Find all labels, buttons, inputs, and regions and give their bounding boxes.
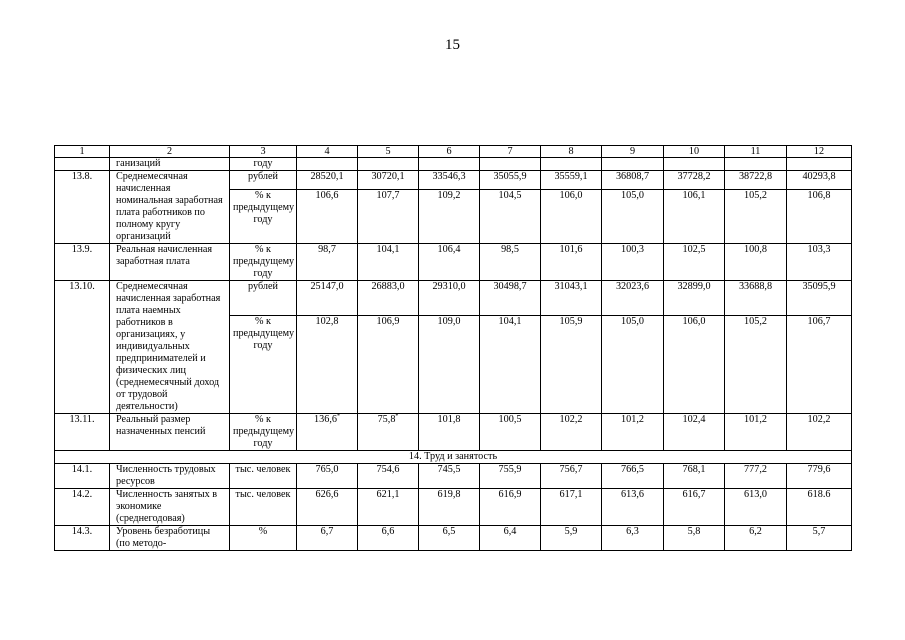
value-cell [480,489,541,526]
table-row [55,281,852,316]
value-cell [297,171,358,190]
value-text: 101,2 [744,414,767,425]
value-cell [358,171,419,190]
table-row [55,489,852,526]
indicator-name: Среднемесячная начисленная заработная плата наемных работников в организациях, у индивидуальных предпринимателей и физических лиц (среднемесячный доход от трудовой деятельности) [110,281,230,414]
value-cell [541,414,602,451]
value-cell [725,244,787,281]
column-header: 3 [230,146,297,158]
header-row [55,146,852,158]
value-cell [602,244,664,281]
value-cell [725,414,787,451]
value-cell [602,281,664,316]
value-cell [787,244,852,281]
value-text: 31043,1 [554,281,588,292]
value-text: 755,9 [498,464,522,475]
value-text: 28520,1 [310,171,344,182]
value-text: 101,6 [559,244,583,255]
value-text: 101,2 [621,414,644,425]
value-cell: 102,8 [297,315,358,413]
value-text: 621,1 [376,489,400,500]
value-text: 6,2 [749,526,762,537]
value-text: 98,7 [318,244,336,255]
value-text: 33688,8 [738,281,773,292]
value-text: 98,5 [501,244,519,255]
value-cell: 106,0 [541,189,602,243]
value-cell: 105,0 [602,315,664,413]
unit-cell: году [230,158,297,171]
indicator-name: Реальная начисленная заработная плата [110,244,230,281]
value-text: 617,1 [559,489,583,500]
value-text: 6,3 [626,526,639,537]
value-cell: 105,0 [602,189,664,243]
value-cell [297,414,358,451]
column-header: 4 [297,146,358,158]
value-text: 779,6 [807,464,831,475]
value-cell [787,414,852,451]
value-cell [664,464,725,489]
section-title: 14. Труд и занятость [55,451,852,464]
value-cell [480,281,541,316]
value-cell [541,281,602,316]
value-text: 613,0 [744,489,767,500]
value-cell [358,464,419,489]
value-text: 33546,3 [432,171,466,182]
value-cell [419,414,480,451]
value-cell [480,414,541,451]
column-header: 8 [541,146,602,158]
value-cell [358,489,419,526]
value-text: 25147,0 [310,281,344,292]
table-row [55,526,852,551]
value-cell [725,464,787,489]
value-cell [725,281,787,316]
value-text: 103,3 [807,244,831,255]
value-text: 32899,0 [677,281,711,292]
value-text: 104,1 [376,244,400,255]
value-cell [480,171,541,190]
value-text: 30498,7 [493,281,527,292]
value-text: 619,8 [437,489,461,500]
value-cell [602,171,664,190]
statistics-table [54,145,852,551]
value-text: 40293,8 [802,171,836,182]
value-text: 35559,1 [554,171,588,182]
value-cell [419,281,480,316]
value-text: 6,5 [442,526,456,537]
table-row [55,464,852,489]
value-cell [787,171,852,190]
value-text: 100,8 [744,244,767,255]
value-text: 35055,9 [493,171,527,182]
value-text: 5,9 [564,526,578,537]
value-cell [419,526,480,551]
value-cell [541,171,602,190]
value-text: 36808,7 [615,171,650,182]
footnote-mark: * [395,413,399,420]
unit-cell: % к предыдущему году [230,189,297,243]
column-header: 6 [419,146,480,158]
value-cell [787,281,852,316]
value-text: 100,5 [498,414,522,425]
value-text: 756,7 [559,464,583,475]
value-text: 38722,8 [738,171,773,182]
value-cell [664,244,725,281]
value-cell [664,281,725,316]
value-cell [419,171,480,190]
value-cell [541,489,602,526]
value-cell [787,464,852,489]
value-cell [358,244,419,281]
unit-cell: тыс. человек [230,464,297,489]
value-text: 102,2 [559,414,583,425]
value-cell [358,414,419,451]
value-cell [602,464,664,489]
value-cell [664,526,725,551]
unit-cell: % к предыдущему году [230,315,297,413]
value-text: 5,7 [812,526,826,537]
value-text: 102,2 [807,414,831,425]
unit-cell: % к предыдущему году [230,414,297,451]
value-cell: 105,9 [541,315,602,413]
value-text: 613,6 [621,489,644,500]
column-header: 9 [602,146,664,158]
value-cell [787,526,852,551]
value-text: 100,3 [621,244,644,255]
value-cell [725,489,787,526]
unit-cell: % [230,526,297,551]
value-text: 6,6 [381,526,395,537]
value-cell [419,244,480,281]
value-cell [725,526,787,551]
footnote-mark: * [336,413,340,420]
column-header: 10 [664,146,725,158]
row-number: 14.2. [55,489,110,526]
value-cell [297,526,358,551]
value-cell: 106,6 [297,189,358,243]
value-cell [602,526,664,551]
value-text: 6,4 [503,526,517,537]
value-text: 5,8 [687,526,701,537]
value-text: 136,6 [314,414,337,425]
value-cell: 105,2 [725,315,787,413]
value-text: 106,4 [437,244,461,255]
value-text: 30720,1 [371,171,405,182]
value-text: 616,7 [682,489,706,500]
value-text: 768,1 [682,464,706,475]
row-number: 13.11. [55,414,110,451]
value-cell [787,489,852,526]
value-text: 35095,9 [802,281,836,292]
indicator-name: Среднемесячная начисленная номинальная заработная плата работников по полному кругу организаций [110,171,230,244]
column-header: 1 [55,146,110,158]
value-cell [358,281,419,316]
row-number: 14.3. [55,526,110,551]
value-cell: 106,8 [787,189,852,243]
row-number: 13.10. [55,281,110,414]
indicator-name: Численность занятых в экономике (среднегодовая) [110,489,230,526]
value-text: 32023,6 [615,281,650,292]
value-cell [602,414,664,451]
unit-cell: % к предыдущему году [230,244,297,281]
value-text: 626,6 [315,489,339,500]
value-cell [725,171,787,190]
value-text: 745,5 [437,464,461,475]
value-text: 777,2 [744,464,767,475]
value-cell: 109,0 [419,315,480,413]
value-cell: 104,1 [480,315,541,413]
value-cell: 109,2 [419,189,480,243]
unit-cell: тыс. человек [230,489,297,526]
section-row [55,451,852,464]
value-text: 766,5 [621,464,644,475]
indicator-name: Реальный размер назначенных пенсий [110,414,230,451]
value-cell [419,464,480,489]
value-text: 26883,0 [371,281,405,292]
table-row [55,414,852,451]
column-header: 5 [358,146,419,158]
value-cell [480,464,541,489]
value-cell [541,244,602,281]
indicator-name: Численность трудовых ресурсов [110,464,230,489]
value-cell: 106,0 [664,315,725,413]
value-cell: 107,7 [358,189,419,243]
value-text: 102,4 [682,414,706,425]
table-row [55,244,852,281]
value-text: 6,7 [320,526,334,537]
column-header: 2 [110,146,230,158]
value-cell [541,464,602,489]
value-cell [297,464,358,489]
value-cell: 106,7 [787,315,852,413]
value-text: 37728,2 [677,171,711,182]
value-cell [419,489,480,526]
value-text: 754,6 [376,464,400,475]
value-text: 765,0 [315,464,339,475]
value-cell: 105,2 [725,189,787,243]
value-cell [297,281,358,316]
value-cell [480,526,541,551]
value-cell [358,526,419,551]
column-header: 7 [480,146,541,158]
value-cell [664,171,725,190]
indicator-name: Уровень безработицы (по методо- [110,526,230,551]
unit-cell: рублей [230,281,297,316]
indicator-name: ганизаций [110,158,230,171]
value-cell [480,244,541,281]
row-number: 13.9. [55,244,110,281]
value-text: 29310,0 [432,281,466,292]
value-text: 101,8 [437,414,461,425]
value-cell [541,526,602,551]
row-number: 13.8. [55,171,110,244]
value-cell [297,244,358,281]
value-cell [297,489,358,526]
column-header: 11 [725,146,787,158]
table-row [55,171,852,190]
value-text: 616,9 [498,489,522,500]
page-number: 15 [445,37,460,53]
value-cell: 104,5 [480,189,541,243]
column-header: 12 [787,146,852,158]
value-text: 75,8 [377,414,396,425]
value-cell [664,414,725,451]
row-number: 14.1. [55,464,110,489]
value-cell [664,489,725,526]
unit-cell: рублей [230,171,297,190]
row-number [55,158,110,171]
value-text: 618.6 [807,489,831,500]
continuation-row [55,158,852,171]
value-cell: 106,9 [358,315,419,413]
value-text: 102,5 [682,244,706,255]
value-cell [602,489,664,526]
value-cell: 106,1 [664,189,725,243]
